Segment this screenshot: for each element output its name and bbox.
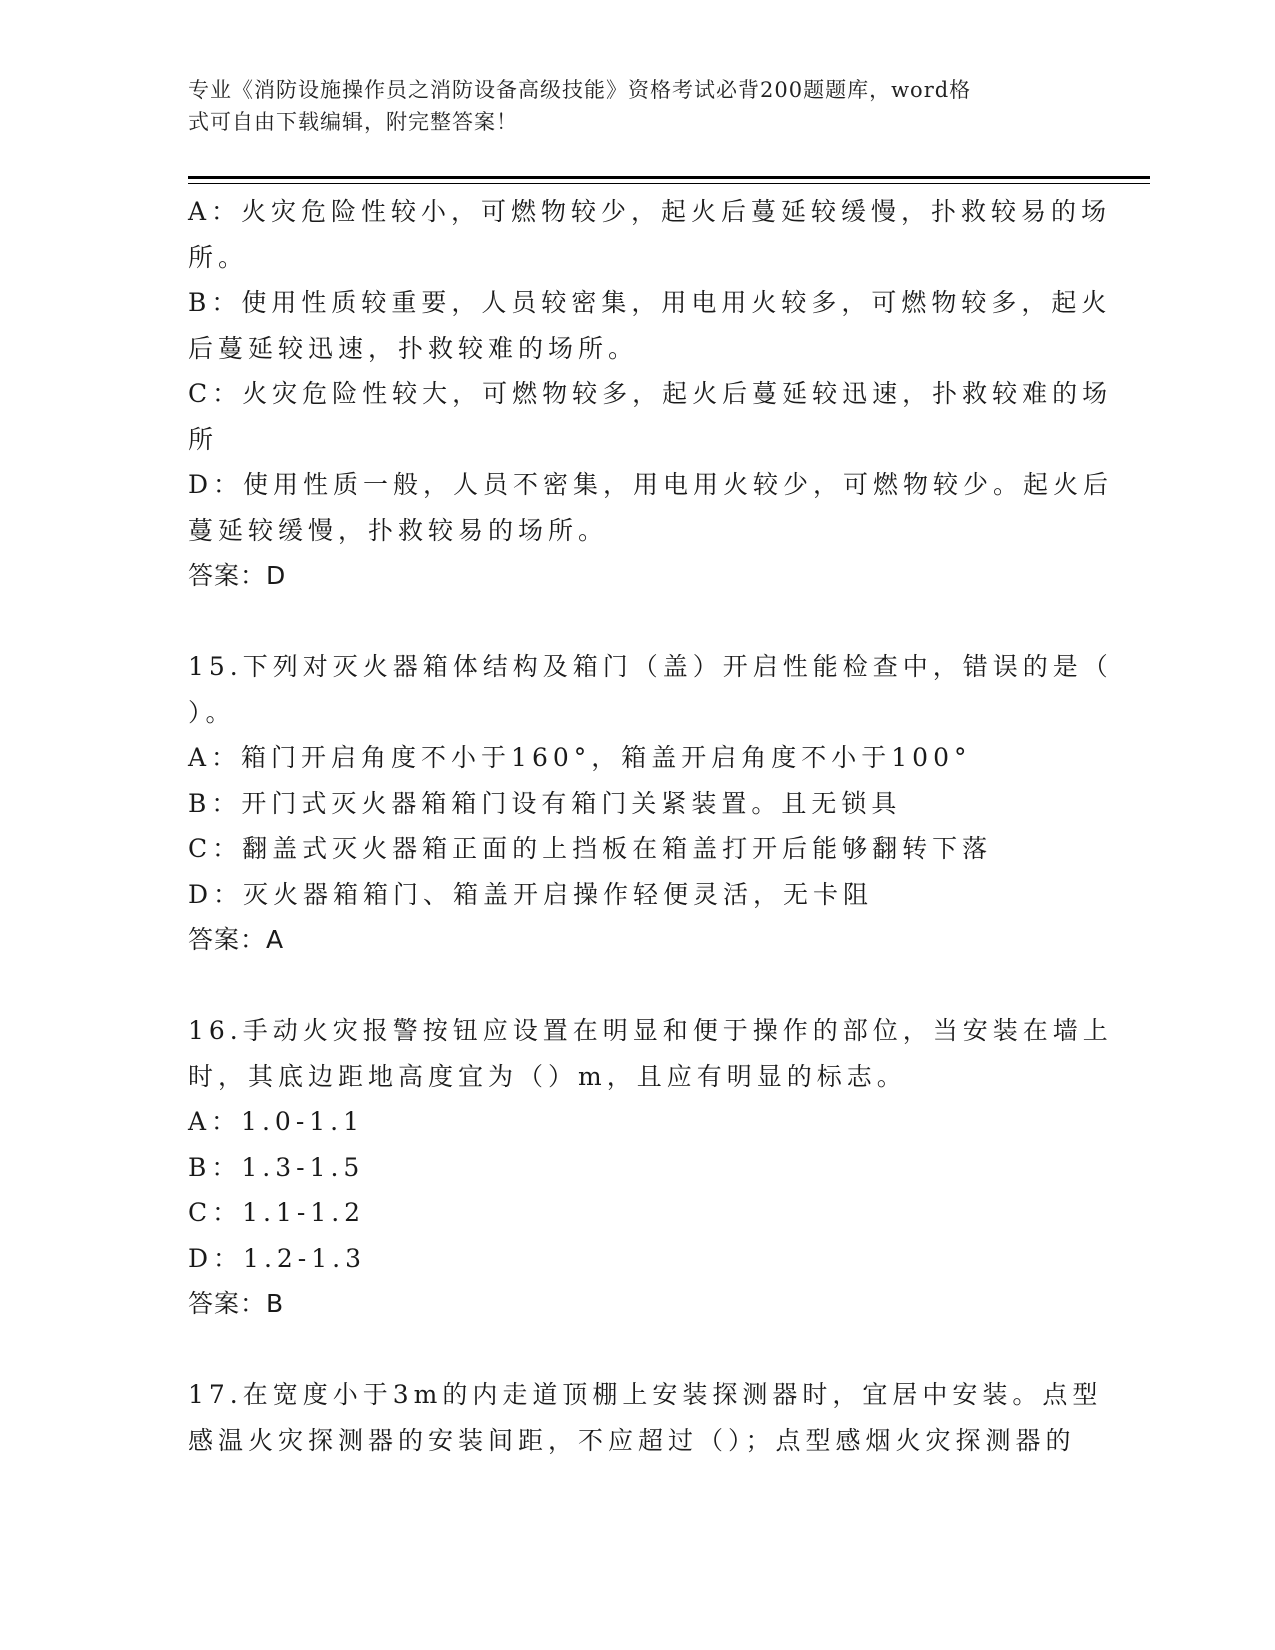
option-b-line-1: B：使用性质较重要，人员较密集，用电用火较多，可燃物较多，起火: [188, 288, 1112, 317]
question-15: [188, 644, 1113, 963]
option-a: A：箱门开启角度不小于160°，箱盖开启角度不小于100°: [188, 743, 972, 772]
option-c-line-2: 所: [188, 424, 219, 454]
header-line-2: 式可自由下载编辑，附完整答案！: [188, 110, 518, 134]
document-header: [188, 74, 1068, 138]
question-stem-line-1: 15.下列对灭火器箱体结构及箱门（盖）开启性能检查中，错误的是（: [188, 652, 1113, 681]
option-c: C：翻盖式灭火器箱正面的上挡板在箱盖打开后能够翻转下落: [188, 834, 993, 863]
header-line-1: 专业《消防设施操作员之消防设备高级技能》资格考试必背200题题库，word格: [188, 78, 972, 102]
question-gap: [188, 963, 1076, 1009]
option-a-line-2: 所。: [188, 242, 249, 272]
answer-line: 答案：B: [188, 1289, 285, 1318]
answer-line: 答案：A: [188, 925, 285, 954]
option-c: C：1.1-1.2: [188, 1198, 366, 1227]
option-b: B：1.3-1.5: [188, 1152, 365, 1182]
question-stem-line-1: 17.在宽度小于3m的内走道顶棚上安装探测器时，宜居中安装。点型: [188, 1380, 1103, 1409]
option-b-line-2: 后蔓延较迅速，扑救较难的场所。: [188, 333, 639, 363]
question-14-options: [188, 189, 1114, 599]
question-gap: [188, 599, 1076, 645]
option-d-line-1: D：使用性质一般，人员不密集，用电用火较少，可燃物较少。起火后: [188, 470, 1114, 499]
option-a: A：1.0-1.1: [188, 1107, 365, 1136]
question-stem-line-2: 时，其底边距地高度宜为（）m，且应有明显的标志。: [188, 1061, 907, 1091]
question-stem-line-2: ）。: [188, 697, 236, 727]
option-b: B：开门式灭火器箱箱门设有箱门关紧装置。且无锁具: [188, 788, 902, 818]
question-stem-line-2: 感温火灾探测器的安装间距，不应超过（）；点型感烟火灾探测器的: [188, 1425, 1076, 1455]
header-rule-thick: [188, 176, 1150, 179]
question-list: [188, 189, 1114, 1463]
header-rule-thin: [188, 183, 1150, 184]
question-gap: [188, 1327, 1076, 1373]
answer-line: 答案：D: [188, 561, 287, 590]
option-c-line-1: C：火灾危险性较大，可燃物较多，起火后蔓延较迅速，扑救较难的场: [188, 379, 1113, 408]
question-16: [188, 1008, 1113, 1327]
question-17: [188, 1372, 1103, 1463]
option-d-line-2: 蔓延较缓慢，扑救较易的场所。: [188, 515, 609, 545]
option-a-line-1: A：火灾危险性较小，可燃物较少，起火后蔓延较缓慢，扑救较易的场: [188, 197, 1112, 226]
option-d: D：1.2-1.3: [188, 1243, 367, 1273]
question-stem-line-1: 16.手动火灾报警按钮应设置在明显和便于操作的部位，当安装在墙上: [188, 1016, 1113, 1045]
option-d: D：灭火器箱箱门、箱盖开启操作轻便灵活，无卡阻: [188, 879, 874, 909]
